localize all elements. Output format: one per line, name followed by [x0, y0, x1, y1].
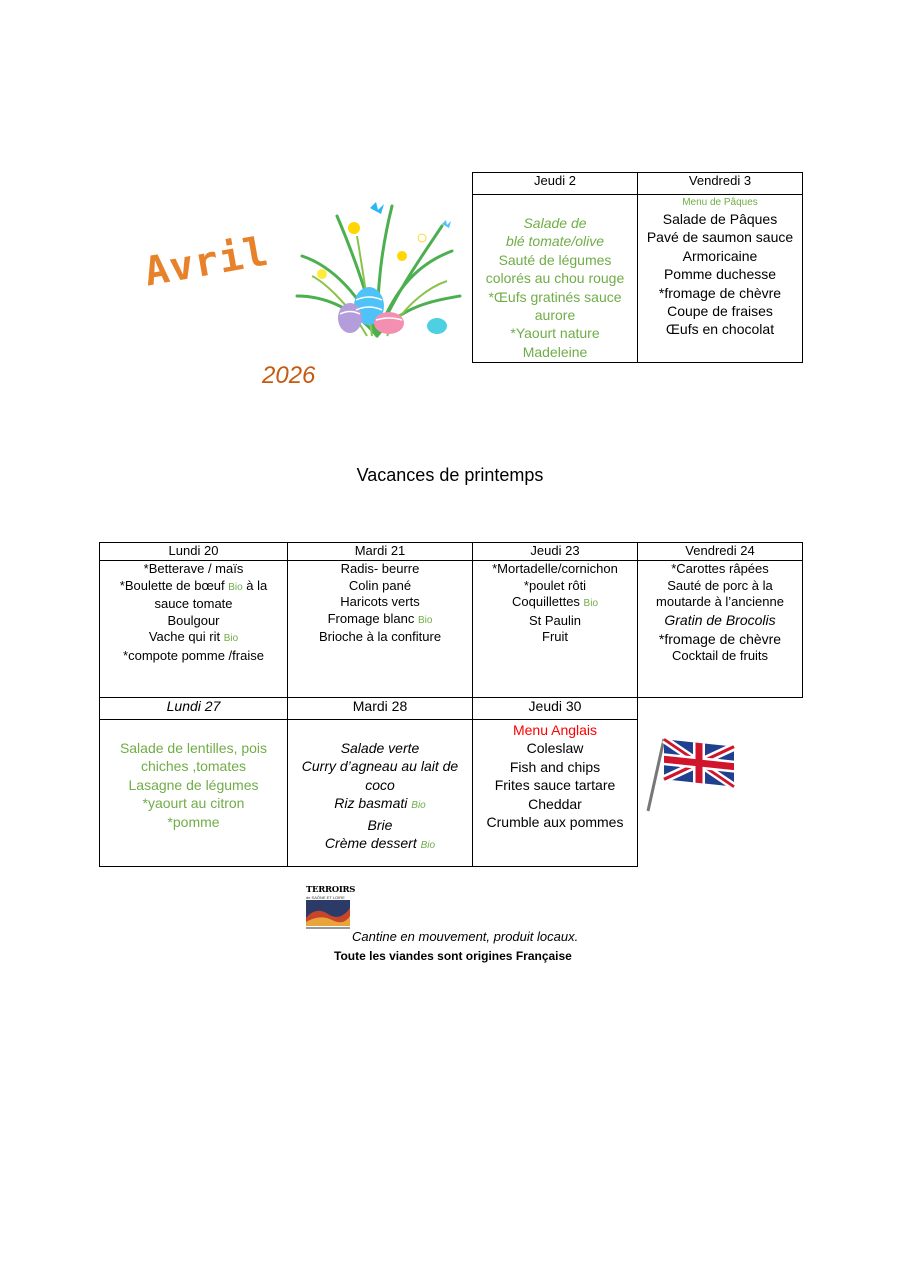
menu-cell-vendredi-24	[638, 561, 803, 698]
menu-line: *fromage de chèvre	[658, 284, 782, 301]
menu-line: Œufs en chocolat	[665, 321, 775, 338]
meat-origin-note: Toute les viandes sont origines Française	[334, 949, 572, 963]
month-title: Avril	[141, 228, 273, 296]
day-header-jeudi-2: Jeudi 2	[473, 173, 638, 195]
bio-label: Bio	[583, 598, 598, 610]
logo-subtitle: de SAÔNE ET LOIRE	[306, 895, 345, 900]
menu-line: *Boulette de bœuf	[119, 577, 229, 593]
menu-line: Coquillettes	[512, 594, 584, 610]
menu-line: St Paulin	[528, 612, 582, 628]
menu-line: Fruit	[542, 629, 568, 645]
day-header-jeudi-30: Jeudi 30	[473, 698, 638, 720]
logo-name: TERROIRS	[306, 885, 356, 895]
menu-line: Cheddar	[528, 795, 582, 812]
menu-cell-jeudi-2	[473, 195, 638, 363]
menu-subtitle: Menu de Pâques	[682, 197, 758, 208]
menu-line: Brie	[367, 816, 393, 833]
bio-label: Bio	[223, 633, 239, 645]
menu-line: colorés au chou rouge	[485, 270, 625, 287]
menu-line: *Yaourt nature	[510, 325, 600, 342]
terroirs-logo	[306, 885, 356, 935]
week1-table	[472, 172, 803, 363]
menu-line: *Carottes râpées	[671, 561, 769, 576]
day-header-mardi-21: Mardi 21	[288, 543, 473, 561]
menu-line: moutarde à l’ancienne	[656, 594, 784, 610]
day-header-mardi-28: Mardi 28	[288, 698, 473, 720]
menu-line: *Betterave / maïs	[143, 561, 244, 576]
menu-line: Crumble aux pommes	[486, 814, 624, 831]
menu-line: *yaourt au citron	[142, 795, 245, 812]
menu-line: Crème dessert	[324, 835, 421, 852]
menu-cell-lundi-20	[100, 561, 288, 698]
day-header-jeudi-23: Jeudi 23	[473, 543, 638, 561]
menu-line: Haricots verts	[340, 594, 420, 610]
menu-line: chiches ,tomates	[140, 758, 247, 775]
menu-line: Salade de lentilles, pois	[119, 740, 268, 756]
menu-line: *Œufs gratinés sauce	[488, 288, 622, 305]
menu-line: Fish and chips	[509, 758, 601, 775]
menu-line: Lasagne de légumes	[128, 776, 259, 793]
menu-line: aurore	[534, 307, 576, 324]
week3-table	[99, 542, 803, 698]
menu-line: Frites sauce tartare	[494, 777, 616, 794]
menu-line: coco	[365, 776, 395, 793]
menu-line: Cocktail de fruits	[671, 647, 769, 663]
menu-line: blé tomate/olive	[505, 233, 605, 250]
bio-label: Bio	[228, 581, 243, 593]
menu-line: *Mortadelle/cornichon	[492, 561, 618, 576]
easter-eggs-grass-illustration	[292, 196, 462, 341]
day-header-lundi-20: Lundi 20	[100, 543, 288, 561]
menu-cell-vendredi-3	[638, 195, 803, 363]
menu-line: Madeleine	[522, 343, 588, 360]
menu-line: *compote pomme /fraise	[123, 647, 264, 663]
menu-line: *poulet rôti	[523, 577, 587, 593]
menu-line: *pomme	[167, 813, 220, 830]
menu-line: Riz basmati	[334, 795, 412, 812]
menu-line: Curry d’agneau au lait de	[301, 758, 459, 775]
menu-line: Sauté de porc à la	[667, 577, 773, 593]
menu-line: Gratin de Brocolis	[664, 611, 776, 628]
bio-label: Bio	[417, 614, 433, 626]
menu-line: Coleslaw	[526, 740, 584, 757]
menu-line: Sauté de légumes	[498, 251, 612, 268]
menu-line: *fromage de chèvre	[658, 630, 782, 647]
terroirs-landscape-icon	[306, 900, 350, 930]
bio-label: Bio	[420, 840, 436, 852]
uk-flag-icon	[642, 735, 740, 815]
menu-line: Salade de Pâques	[662, 211, 778, 227]
day-header-lundi-27: Lundi 27	[100, 698, 288, 720]
menu-line: à la	[242, 577, 268, 593]
menu-line: sauce tomate	[154, 596, 233, 612]
menu-line: Coupe de fraises	[667, 303, 773, 320]
menu-cell-jeudi-30	[473, 720, 638, 867]
bio-label: Bio	[411, 800, 426, 812]
menu-line: Salade de	[523, 215, 587, 231]
menu-line: Radis- beurre	[340, 561, 420, 576]
menu-line: Armoricaine	[682, 247, 758, 264]
day-header-vendredi-3: Vendredi 3	[638, 173, 803, 195]
menu-line: Vache qui rit	[148, 629, 224, 645]
menu-line: Fromage blanc	[327, 610, 418, 626]
menu-line: Salade verte	[340, 740, 420, 756]
menu-cell-mardi-28	[288, 720, 473, 867]
menu-subtitle: Menu Anglais	[512, 722, 598, 738]
week4-table	[99, 697, 638, 867]
menu-cell-jeudi-23	[473, 561, 638, 698]
menu-line: Boulgour	[167, 612, 220, 628]
menu-line: Colin pané	[348, 577, 412, 593]
local-products-note: Cantine en mouvement, produit locaux.	[352, 929, 579, 944]
menu-line: Pomme duchesse	[663, 266, 777, 283]
vacances-heading: Vacances de printemps	[356, 465, 544, 485]
year-label: 2026	[262, 362, 316, 389]
menu-line: Pavé de saumon sauce	[646, 229, 794, 246]
day-header-vendredi-24: Vendredi 24	[638, 543, 803, 561]
menu-cell-mardi-21	[288, 561, 473, 698]
menu-cell-lundi-27	[100, 720, 288, 867]
menu-line: Brioche à la confiture	[318, 629, 442, 645]
